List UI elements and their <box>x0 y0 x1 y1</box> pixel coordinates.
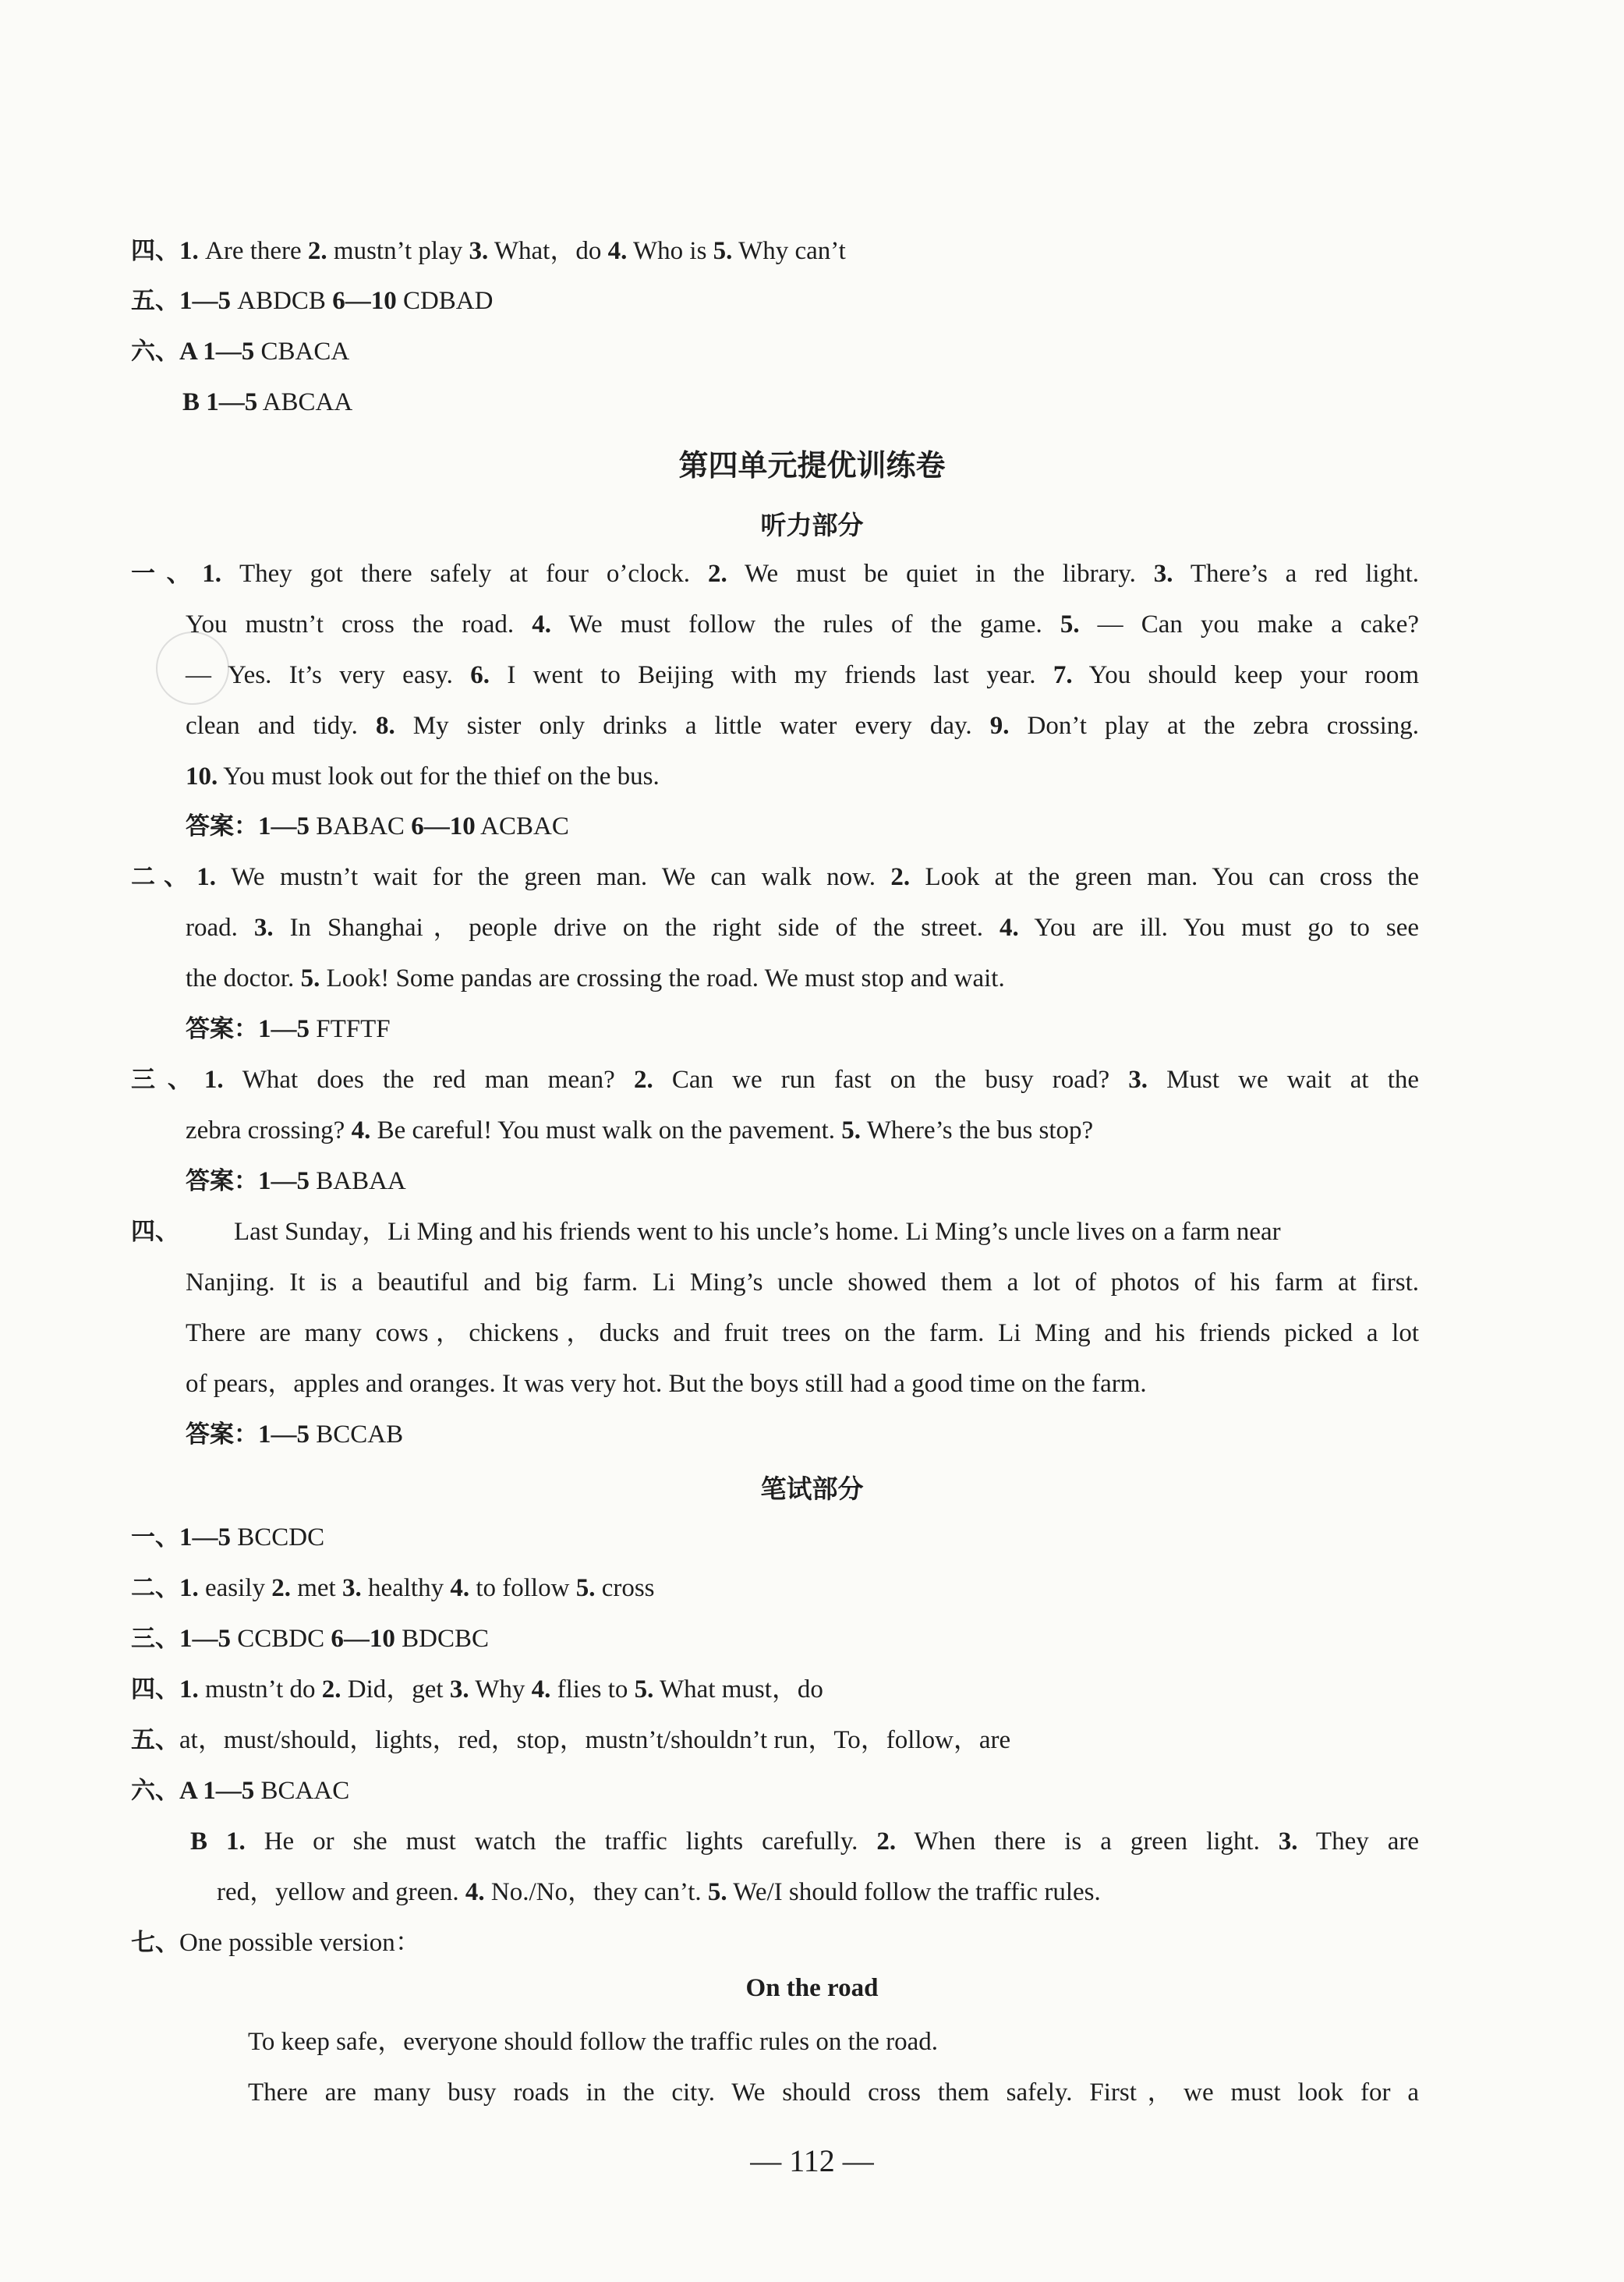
item-number: 1—5 <box>179 287 231 315</box>
item-text: — Can you make a cake? <box>1079 610 1420 639</box>
item-text: They are <box>1297 1827 1419 1856</box>
item-text: easily <box>198 1574 272 1602</box>
passage-line <box>186 1265 1419 1300</box>
item-number: 9. <box>989 712 1010 740</box>
item-number: 2. <box>321 1675 341 1704</box>
item-text: There’s a red light. <box>1173 560 1420 588</box>
item-text: ABDCB <box>231 287 333 315</box>
item-text: Be careful! You must walk on the pavement. <box>370 1116 842 1145</box>
item-number: 4. <box>465 1878 485 1906</box>
answer-line <box>190 1824 1419 1859</box>
question-marker: 四、 <box>131 1218 179 1246</box>
item-number: 5. <box>575 1574 596 1602</box>
item-number: A 1—5 <box>179 1777 255 1805</box>
item-number: 2. <box>890 863 911 891</box>
item-text: Who is <box>627 237 713 265</box>
item-text: Don’t play at the zebra crossing. <box>1009 712 1420 740</box>
item-text: the doctor. <box>186 964 301 992</box>
item-text: We mustn’t wait for the green man. We can walk now. <box>216 863 891 891</box>
item-number: 5. <box>841 1116 862 1145</box>
written-heading: 笔试部分 <box>760 1474 864 1504</box>
item-number: 3. <box>469 237 489 265</box>
item-text: You should keep your room <box>1072 661 1419 689</box>
item-number: 1. <box>196 863 217 891</box>
item-text: BCCAB <box>310 1421 404 1449</box>
item-text: Can we run fast on the busy road? <box>653 1066 1129 1094</box>
item-text: He or she must watch the traffic lights carefully. <box>245 1827 877 1856</box>
item-text: Did，get <box>341 1675 450 1704</box>
passage-line <box>186 1367 1147 1401</box>
essay-title: On the road <box>745 1974 879 2002</box>
listening-line <box>186 911 1419 945</box>
item-text: My sister only drinks a little water every day. <box>395 712 990 740</box>
passage-line <box>186 1316 1419 1350</box>
item-number: 5. <box>707 1878 727 1906</box>
listening-line <box>186 961 1005 996</box>
item-number: 2. <box>876 1827 897 1856</box>
item-text: ACBAC <box>475 812 569 840</box>
item-text: FTFTF <box>310 1015 391 1043</box>
item-text: BDCBC <box>395 1625 489 1653</box>
item-number: 6. <box>470 661 490 689</box>
question-marker: 五、 <box>131 1726 179 1754</box>
passage-line <box>131 1215 1419 1249</box>
item-text: — Yes. It’s very easy. <box>186 661 471 689</box>
item-number: 7. <box>1053 661 1073 689</box>
item-text: When there is a green light. <box>896 1827 1279 1856</box>
item-text: We/I should follow the traffic rules. <box>727 1878 1101 1906</box>
item-text: of pears，apples and oranges. It was very hot. But the boys still had a good time on the farm. <box>186 1370 1147 1398</box>
item-text: You must look out for the thief on the bus. <box>218 762 660 791</box>
listening-line <box>131 860 1419 894</box>
question-marker: 三、 <box>131 1625 179 1653</box>
item-number: B 1. <box>190 1827 246 1856</box>
item-number: 4. <box>532 610 552 639</box>
item-number: 3. <box>1153 560 1173 588</box>
answer-line <box>131 1723 1010 1757</box>
item-text: BCAAC <box>254 1777 350 1805</box>
listening-line <box>186 759 660 794</box>
question-marker: 答案： <box>186 1421 258 1449</box>
answer-line <box>186 1417 403 1452</box>
item-number: 3. <box>1128 1066 1148 1094</box>
question-marker: 一、 <box>131 560 203 588</box>
question-marker: 答案： <box>186 812 258 840</box>
item-text: mustn’t do <box>198 1675 322 1704</box>
item-text: They got there safely at four o’clock. <box>221 560 708 588</box>
item-text: You mustn’t cross the road. <box>186 610 532 639</box>
item-number: 1. <box>179 1574 199 1602</box>
item-text: ABCAA <box>257 388 353 416</box>
item-number: 2. <box>307 237 327 265</box>
item-number: 10. <box>186 762 218 791</box>
item-text: No./No，they can’t. <box>484 1878 708 1906</box>
listening-heading: 听力部分 <box>760 510 864 540</box>
item-number: 8. <box>375 712 395 740</box>
item-number: 3. <box>341 1574 362 1602</box>
item-text: You are ill. You must go to see <box>1018 914 1419 942</box>
item-text: What does the red man mean? <box>223 1066 634 1094</box>
item-text: BABAC <box>310 812 412 840</box>
answer-line <box>182 385 352 419</box>
item-number: 3. <box>1278 1827 1298 1856</box>
item-text: to follow <box>469 1574 576 1602</box>
item-text: red，yellow and green. <box>217 1878 465 1906</box>
item-text: One possible version： <box>179 1929 421 1957</box>
item-text: Are there <box>198 237 308 265</box>
item-text: Nanjing. It is a beautiful and big farm. Li Ming’s uncle showed them a lot of photos of his farm at first. <box>186 1268 1419 1297</box>
item-text: zebra crossing? <box>186 1116 352 1145</box>
item-number: 3. <box>253 914 274 942</box>
item-text: clean and tidy. <box>186 712 376 740</box>
item-number: 2. <box>707 560 727 588</box>
item-text: flies to <box>550 1675 635 1704</box>
answer-line <box>186 1012 391 1046</box>
item-text: met <box>290 1574 342 1602</box>
item-text: BABAA <box>310 1167 406 1195</box>
answer-line <box>131 1926 421 1960</box>
answer-line <box>217 1875 1101 1909</box>
item-text: CDBAD <box>396 287 494 315</box>
item-text: Why <box>469 1675 532 1704</box>
item-text: What，do <box>488 237 608 265</box>
answer-line <box>186 809 569 844</box>
item-number: 1—5 <box>258 1167 310 1195</box>
item-number: 1—5 <box>258 1015 310 1043</box>
answer-line <box>131 334 349 369</box>
question-marker: 七、 <box>131 1929 179 1957</box>
item-number: 5. <box>713 237 733 265</box>
item-number: 4. <box>351 1116 371 1145</box>
question-marker: 答案： <box>186 1167 258 1195</box>
item-number: A 1—5 <box>179 338 255 366</box>
answer-line <box>131 284 493 318</box>
item-text: I went to Beijing with my friends last year. <box>490 661 1053 689</box>
item-number: 6—10 <box>411 812 476 840</box>
item-number: 6—10 <box>331 1625 395 1653</box>
listening-line <box>186 607 1419 642</box>
item-text: BCCDC <box>231 1523 325 1551</box>
item-number: 5. <box>1060 610 1080 639</box>
item-text: Must we wait at the <box>1148 1066 1420 1094</box>
listening-line <box>186 709 1419 743</box>
listening-line <box>186 658 1419 692</box>
item-number: 4. <box>531 1675 551 1704</box>
item-number: 1—5 <box>258 812 310 840</box>
item-number: 6—10 <box>332 287 397 315</box>
item-number: 1. <box>202 560 222 588</box>
question-marker: 答案： <box>186 1015 258 1043</box>
item-text: CBACA <box>254 338 350 366</box>
question-marker: 六、 <box>131 1777 179 1805</box>
item-number: 3. <box>449 1675 469 1704</box>
item-number: 1. <box>179 237 199 265</box>
item-text: healthy <box>361 1574 451 1602</box>
item-number: 4. <box>999 914 1019 942</box>
item-text: Look! Some pandas are crossing the road. We must stop and wait. <box>320 964 1005 992</box>
question-marker: 三、 <box>131 1066 204 1094</box>
item-text: Last Sunday，Li Ming and his friends went to his uncle’s home. Li Ming’s uncle lives on a farm near <box>234 1218 1281 1246</box>
answer-line <box>131 234 846 268</box>
listening-line <box>186 1113 1093 1148</box>
item-text: mustn’t play <box>327 237 469 265</box>
answer-line <box>131 1672 823 1707</box>
item-number: 4. <box>450 1574 470 1602</box>
item-number: 1. <box>179 1675 199 1704</box>
item-number: B 1—5 <box>182 388 258 416</box>
item-number: 5. <box>300 964 320 992</box>
answer-line <box>131 1520 324 1555</box>
listening-line <box>131 557 1419 591</box>
answer-line <box>131 1774 349 1808</box>
question-marker: 五、 <box>131 287 179 315</box>
item-text: road. <box>186 914 254 942</box>
item-text: Look at the green man. You can cross the <box>910 863 1419 891</box>
item-text: There are many cows，chickens，ducks and fruit trees on the farm. Li Ming and his friends picked a lot <box>186 1319 1419 1347</box>
item-number: 5. <box>634 1675 654 1704</box>
item-number: 4. <box>607 237 628 265</box>
question-marker: 二、 <box>131 863 197 891</box>
item-number: 1. <box>203 1066 224 1094</box>
essay-line: To keep safe，everyone should follow the traffic rules on the road. <box>248 2028 939 2056</box>
item-text: Where’s the bus stop? <box>861 1116 1094 1145</box>
listening-line <box>131 1063 1419 1097</box>
item-number: 1—5 <box>258 1421 310 1449</box>
essay-line: There are many busy roads in the city. We should cross them safely. First，we must look for a <box>248 2079 1419 2107</box>
item-number: 2. <box>271 1574 291 1602</box>
question-marker: 一、 <box>131 1523 179 1551</box>
unit-title: 第四单元提优训练卷 <box>678 448 946 483</box>
answer-line <box>131 1622 489 1656</box>
item-text: cross <box>595 1574 655 1602</box>
item-text: CCBDC <box>231 1625 331 1653</box>
answer-line <box>186 1164 406 1198</box>
item-text: Why can’t <box>732 237 846 265</box>
item-text: at，must/should，lights，red，stop，mustn’t/shouldn’t run，To，follow，are <box>179 1726 1011 1754</box>
question-marker: 二、 <box>131 1574 179 1602</box>
item-number: 1—5 <box>179 1625 231 1653</box>
question-marker: 六、 <box>131 338 179 366</box>
question-marker: 四、 <box>131 237 179 265</box>
item-text: We must be quiet in the library. <box>727 560 1154 588</box>
item-text: What must，do <box>653 1675 823 1704</box>
item-number: 2. <box>633 1066 653 1094</box>
item-text: We must follow the rules of the game. <box>551 610 1060 639</box>
page-number: — 112 — <box>750 2143 874 2178</box>
answer-line <box>131 1571 655 1605</box>
item-number: 1—5 <box>179 1523 231 1551</box>
question-marker: 四、 <box>131 1675 179 1704</box>
item-text: In Shanghai，people drive on the right side of the street. <box>273 914 1000 942</box>
